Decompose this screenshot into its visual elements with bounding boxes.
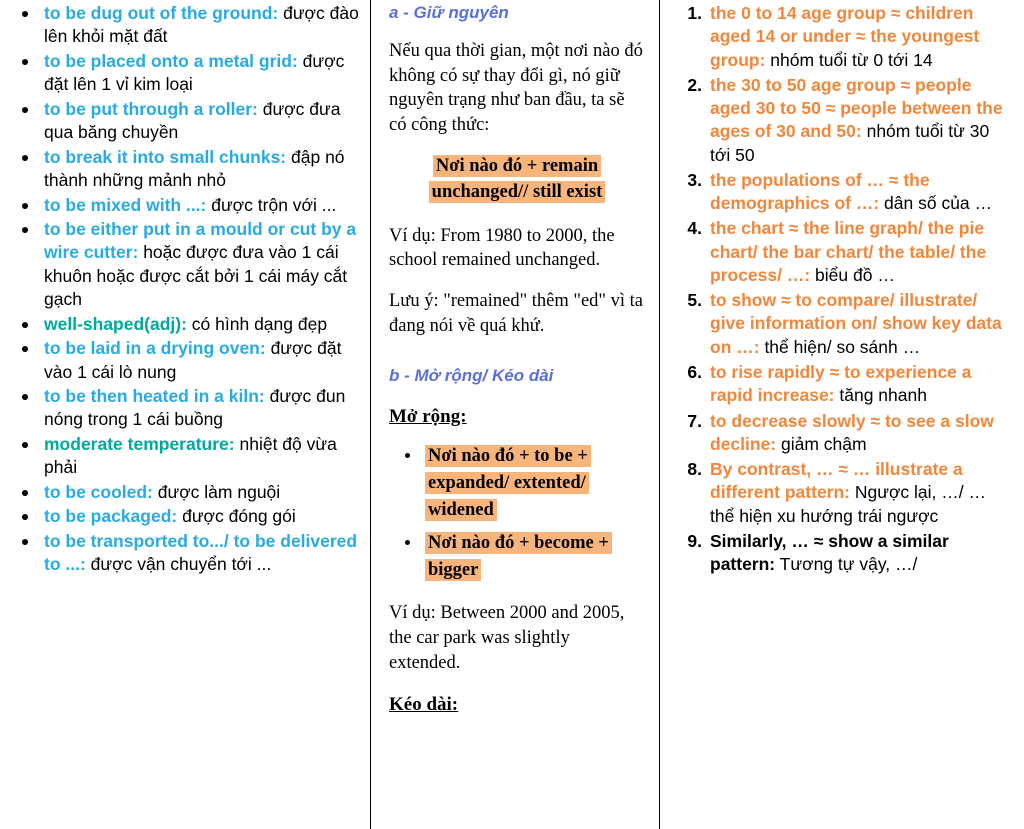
term-english: to break it into small chunks:	[44, 146, 287, 167]
term-vietnamese: nhiệt độ vừa phải	[44, 433, 337, 478]
term-english: well-shaped(adj):	[44, 313, 187, 334]
formula-bullet-list	[389, 443, 645, 583]
term-english: to be laid in a drying oven:	[44, 338, 266, 359]
term-english: the chart ≈ the line graph/ the pie chart/ the bar chart/ the table/ the process/ …:	[710, 218, 987, 285]
section-heading-a: a - Giữ nguyên	[389, 3, 509, 22]
term-vietnamese: dân số của …	[879, 193, 993, 214]
term-vietnamese: biểu đồ …	[810, 264, 895, 285]
column-grammar-notes	[370, 0, 660, 829]
list-item	[14, 146, 360, 193]
formula-text: Nơi nào đó + to be + expanded/ extented/ widened	[425, 445, 591, 521]
list-item	[14, 50, 360, 97]
list-item	[672, 361, 1014, 408]
grammar-notes-body	[389, 2, 645, 717]
term-english: to be packaged:	[44, 506, 178, 527]
term-english: to be then heated in a kiln:	[44, 386, 265, 406]
term-vietnamese: được vận chuyển tới ...	[85, 554, 272, 575]
list-item	[672, 74, 1014, 167]
subheading-keo-dai: Kéo dài:	[389, 693, 459, 715]
term-vietnamese: thể hiện/ so sánh …	[759, 336, 921, 357]
formula-text: Nơi nào đó + become + bigger	[425, 532, 612, 581]
list-item	[672, 458, 1014, 528]
list-item	[14, 194, 360, 217]
paragraph-example: Ví dụ: From 1980 to 2000, the school remained unchanged.	[389, 225, 615, 271]
paragraph-note: Lưu ý: "remained" thêm "ed" vì ta đang nói về quá khứ.	[389, 291, 643, 337]
paragraph-explanation: Nếu qua thời gian, một nơi nào đó không có sự thay đổi gì, nó giữ nguyên trạng như ban đầu, ta sẽ có công thức:	[389, 40, 643, 136]
term-vietnamese: được đặt lên 1 vỉ kim loại	[44, 50, 345, 95]
term-english: to decrease slowly ≈ to see a slow decline:	[710, 410, 994, 454]
term-vietnamese: được đào lên khỏi mặt đất	[44, 3, 359, 47]
list-item	[14, 530, 360, 577]
term-english: the 0 to 14 age group ≈ children aged 14 or under ≈ the youngest group:	[710, 3, 980, 70]
term-vietnamese: có hình dạng đẹp	[186, 313, 328, 334]
vocabulary-bullet-list	[14, 2, 360, 577]
list-item	[14, 433, 360, 480]
list-item	[672, 530, 1014, 577]
section-heading-b: b - Mở rộng/ Kéo dài	[389, 365, 554, 385]
list-item	[14, 385, 360, 432]
term-vietnamese: Tương tự vậy, …/	[775, 554, 918, 575]
term-english: to rise rapidly ≈ to experience a rapid increase:	[710, 361, 972, 406]
subheading-mo-rong: Mở rộng:	[389, 405, 467, 427]
list-item	[14, 313, 360, 336]
term-english: to be cooled:	[44, 481, 153, 502]
term-english: to show ≈ to compare/ illustrate/ give information on/ show key data on …:	[710, 290, 1002, 357]
list-item	[672, 217, 1014, 287]
term-english: the 30 to 50 age group ≈ people aged 30 to 50 ≈ people between the ages of 30 and 50:	[710, 74, 1003, 142]
list-item	[14, 505, 360, 528]
column-vocabulary-list	[0, 0, 370, 829]
term-english: to be transported to.../ to be delivered to ...:	[44, 530, 358, 575]
term-vietnamese: được đóng gói	[177, 506, 296, 527]
term-vietnamese: tăng nhanh	[834, 385, 927, 406]
term-vietnamese: giảm chậm	[776, 433, 867, 454]
list-item	[389, 443, 645, 524]
term-vietnamese: được đặt vào 1 cái lò nung	[44, 338, 342, 382]
term-english: to be put through a roller:	[44, 98, 258, 119]
list-item	[14, 481, 360, 504]
formula-highlight-box	[389, 154, 645, 206]
paraphrase-numbered-list	[672, 2, 1014, 576]
term-english: the populations of … ≈ the demographics of …:	[710, 169, 930, 214]
term-vietnamese: đập nó thành những mảnh nhỏ	[44, 146, 345, 191]
term-vietnamese: được đưa qua băng chuyền	[44, 98, 341, 143]
term-english: moderate temperature:	[44, 433, 235, 454]
term-vietnamese: được đun nóng trong 1 cái buồng	[44, 386, 346, 430]
term-english: Similarly, … ≈ show a similar pattern:	[710, 530, 949, 575]
list-item	[389, 530, 645, 584]
term-vietnamese: hoặc được đưa vào 1 cái khuôn hoặc được cắt bởi 1 cái máy cắt gạch	[44, 242, 348, 310]
term-english: to be either put in a mould or cut by a wire cutter:	[44, 218, 357, 263]
term-english: to be dug out of the ground:	[44, 3, 279, 23]
term-vietnamese: được làm nguội	[152, 481, 281, 502]
list-item	[672, 2, 1014, 72]
list-item	[672, 289, 1014, 359]
term-english: to be placed onto a metal grid:	[44, 50, 298, 71]
formula-text: Nơi nào đó + remain unchanged// still exist	[429, 155, 606, 203]
term-vietnamese: nhóm tuổi từ 30 tới 50	[710, 121, 990, 165]
term-vietnamese: Ngược lại, …/ … thể hiện xu hướng trái ngược	[710, 482, 986, 526]
column-paraphrase-list	[660, 0, 1024, 829]
paragraph-example: Ví dụ: Between 2000 and 2005, the car park was slightly extended.	[389, 603, 625, 674]
list-item	[14, 98, 360, 145]
term-vietnamese: nhóm tuổi từ 0 tới 14	[765, 49, 933, 70]
term-english: to be mixed with ...:	[44, 194, 207, 215]
list-item	[672, 410, 1014, 457]
term-vietnamese: được trộn với ...	[206, 194, 337, 215]
list-item	[672, 169, 1014, 216]
list-item	[14, 2, 360, 49]
list-item	[14, 337, 360, 384]
term-english: By contrast, … ≈ … illustrate a different pattern:	[710, 459, 963, 503]
list-item	[14, 218, 360, 312]
